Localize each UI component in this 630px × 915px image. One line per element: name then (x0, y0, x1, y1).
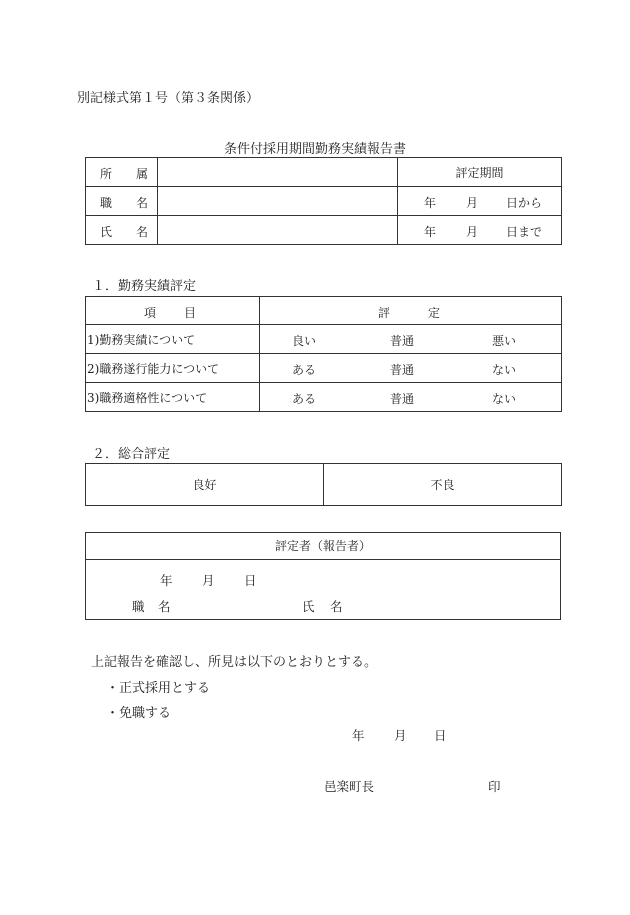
to-year: 年 (424, 225, 437, 239)
rating-options-1[interactable] (260, 325, 562, 354)
col-rating-header (260, 297, 562, 325)
option-yes[interactable]: ある (292, 392, 317, 406)
overall-bad[interactable]: 不良 (324, 464, 562, 506)
option-no[interactable]: ない (492, 392, 517, 406)
option-dismiss[interactable]: ・免職する (106, 706, 172, 721)
document-title: 条件付採用期間勤務実績報告書 (223, 142, 406, 157)
info-label-name-b: 名 (136, 225, 149, 239)
confirm-text: 上記報告を確認し、所見は以下のとおりとする。 (91, 655, 378, 670)
info-label-post-a: 職 (100, 196, 113, 210)
rating-table (85, 296, 562, 412)
col-item-a: 項 (144, 306, 157, 320)
rating-options-2[interactable] (260, 354, 562, 383)
option-normal[interactable]: 普通 (390, 334, 415, 348)
name-field[interactable] (158, 216, 398, 245)
option-normal[interactable]: 普通 (390, 392, 415, 406)
col-rating-b: 定 (428, 306, 441, 320)
post-field[interactable] (158, 187, 398, 216)
evaluator-box (85, 532, 561, 620)
evaluator-header: 評定者（報告者） (86, 533, 560, 560)
col-item-header (86, 297, 260, 325)
period-header: 評定期間 (398, 158, 562, 187)
confirm-day: 日 (434, 728, 447, 743)
section1-heading: １．勤務実績評定 (92, 279, 197, 294)
info-label-post-b: 名 (136, 196, 149, 210)
col-rating-a: 評 (378, 306, 391, 320)
confirm-month: 月 (394, 728, 407, 743)
rating-item-1: 1)勤務実績について (86, 325, 260, 354)
info-table (85, 157, 562, 245)
from-year: 年 (424, 196, 437, 210)
to-month: 月 (466, 225, 479, 239)
seal-mark: 印 (488, 779, 501, 794)
eval-name-a: 氏 (302, 599, 315, 614)
option-permanent[interactable]: ・正式採用とする (106, 681, 211, 696)
confirm-year: 年 (352, 728, 365, 743)
mayor-title: 邑楽町長 (324, 779, 375, 794)
option-normal[interactable]: 普通 (390, 363, 415, 377)
period-to-cell[interactable] (398, 216, 562, 245)
info-label-cell (86, 187, 158, 216)
rating-options-3[interactable] (260, 383, 562, 412)
overall-good[interactable]: 良好 (86, 464, 324, 506)
eval-month: 月 (202, 573, 215, 588)
col-item-b: 目 (184, 306, 197, 320)
info-label-belong-b: 属 (136, 167, 149, 181)
from-day: 日から (506, 196, 543, 210)
form-label: 別記様式第１号（第３条関係） (77, 91, 260, 106)
rating-item-3: 3)職務適格性について (86, 383, 260, 412)
eval-post-a: 職 (132, 599, 145, 614)
option-yes[interactable]: ある (292, 363, 317, 377)
info-label-cell (86, 158, 158, 187)
section2-heading: ２．総合評定 (92, 447, 171, 462)
info-label-belong-a: 所 (100, 167, 113, 181)
info-label-name-a: 氏 (100, 225, 113, 239)
belong-field[interactable] (158, 158, 398, 187)
option-no[interactable]: ない (492, 363, 517, 377)
eval-day: 日 (244, 573, 257, 588)
eval-post-b: 名 (158, 599, 171, 614)
rating-item-2: 2)職務遂行能力について (86, 354, 260, 383)
overall-table (85, 463, 562, 506)
period-from-cell[interactable] (398, 187, 562, 216)
from-month: 月 (466, 196, 479, 210)
info-label-cell (86, 216, 158, 245)
eval-year: 年 (160, 573, 173, 588)
option-bad[interactable]: 悪い (492, 334, 517, 348)
eval-name-b: 名 (330, 599, 343, 614)
option-good[interactable]: 良い (292, 334, 317, 348)
to-day: 日まで (506, 225, 543, 239)
